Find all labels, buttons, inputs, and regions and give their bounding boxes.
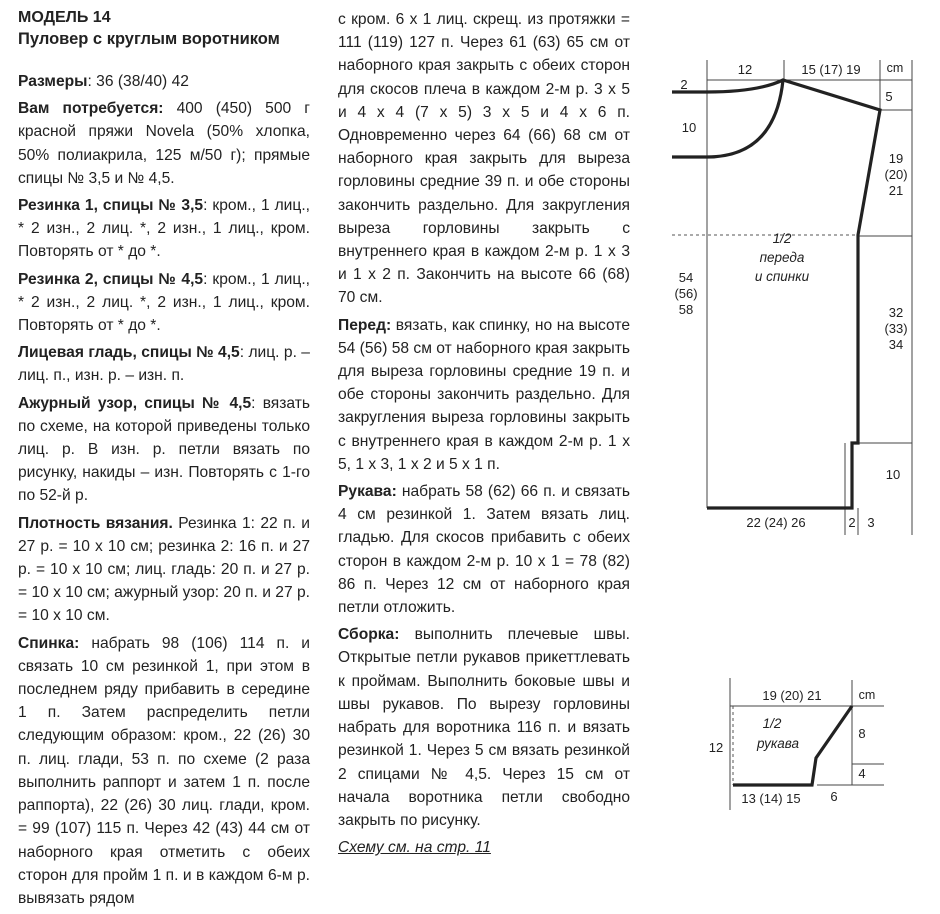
dim-ribbing-height: 10 [885, 467, 901, 482]
dim-armhole: 21 [888, 183, 904, 198]
dim-armhole: 19 [888, 151, 904, 166]
paragraph-text: набрать 98 (106) 114 п. и связать 10 см резинкой 1, при этом в последнем ряду прибавить в середине 1 п. Затем распределить петли следующим образом: кром., 22 (26) 30 п. лиц. глади, 53 п. по схеме (2 раза выполнить раппорт и затем 1 п. после раппорта), 22 (26) 30 лиц. глади, кром. = 99 (107) 115 п. Через 42 (43) 44 см от наборного края отметить с обеих сторон для пройм 1 п. и в каждом 6-м р. вывязать рядом [18, 634, 310, 907]
dim-armhole: (20) [884, 167, 908, 182]
dim-sleeve-top: 19 (20) 21 [762, 688, 822, 703]
piece-label: 1/2 [762, 716, 782, 731]
paragraph-heading: Сборка: [338, 626, 400, 644]
paragraph-heading: Ажурный узор, спицы № 4,5 [18, 394, 252, 412]
paragraph-text: : кром., 1 лиц., * 2 изн., 2 лиц. *, 2 изн., 1 лиц., кром. Повторять от * до *. [18, 270, 310, 335]
paragraph-text: выполнить плечевые швы. Открытые петли рукавов прикеттлевать к проймам. Выполнить боковые швы и швы рукавов. По вырезу горловины набрать для воротника 116 п. и вязать резинкой 1. Через 5 см вязать резинкой 2 спицами № 4,5. Через 15 см от начала воротника петли свободно закрыть по рисунку. [338, 626, 630, 829]
paragraph-text: вязать, как спинку, но на высоте 54 (56) 58 см от наборного края закрыть для выреза горловины средние 19 п. и обе стороны закончить раздельно. Для закругления выреза горловины закрыть с внутреннего края в каждом 2-м р. 1 х 5, 1 х 3, 1 х 2 и 5 х 1 п. [338, 316, 631, 473]
dim-half-width: 22 (24) 26 [746, 515, 806, 530]
dim-rib-step: 2 [848, 515, 856, 530]
dim-shoulder-width: 15 (17) 19 [801, 62, 861, 77]
dim-side-length: 32 [888, 305, 904, 320]
dim-sleeve-lower: 4 [858, 766, 866, 781]
unit-label: cm [886, 61, 904, 75]
model-number: МОДЕЛЬ 14 [18, 9, 111, 26]
dim-total-length: 58 [678, 302, 694, 317]
dim-side-length: (33) [884, 321, 908, 336]
paragraph-heading: Спинка: [18, 634, 80, 652]
dim-neck-width: 12 [737, 62, 753, 77]
dim-sleeve-upper: 8 [858, 726, 866, 741]
paragraph-text: : кром., 1 лиц., * 2 изн., 2 лиц. *, 2 изн., 1 лиц., кром. Повторять от * до *. [18, 197, 310, 261]
body-outline [672, 80, 880, 508]
dim-back-neck-depth: 2 [680, 77, 688, 92]
dim-side-length: 34 [888, 337, 904, 352]
dim-sleeve-height: 12 [708, 740, 724, 755]
dim-total-length: (56) [674, 286, 698, 301]
dim-total-length: 54 [678, 270, 694, 285]
piece-label: переда [759, 250, 805, 265]
paragraph-heading: Резинка 1, спицы № 3,5 [18, 197, 204, 215]
pattern-reference-link[interactable]: Схему см. на стр. 11 [338, 839, 491, 857]
paragraph-heading: Резинка 2, спицы № 4,5 [18, 270, 204, 288]
paragraph-heading: Вам потребуется: [18, 100, 164, 118]
paragraph-text: 400 (450) 500 г красной пряжи Novela (50% хлопка, 50% полиакрила, 125 м/50 г); прямые спицы № 3,5 и № 4,5. [18, 100, 310, 187]
paragraph-text: : 36 (38/40) 42 [87, 73, 189, 90]
paragraph-text: набрать 58 (62) 66 п. и связать 4 см резинкой 1. Затем вязать лиц. гладью. Для скосов прибавить с обеих сторон в каждом 2-м р. 10 х 1 = 78 (82) 86 п. Через 12 см от наборного края петли отложить. [338, 483, 630, 617]
dim-shoulder-drop: 5 [885, 89, 893, 104]
piece-label: и спинки [754, 269, 810, 284]
piece-label: рукава [757, 736, 799, 751]
paragraph-text: : лиц. р. – лиц. п., изн. р. – изн. п. [18, 344, 310, 385]
paragraph-text: Резинка 1: 22 п. и 27 р. = 10 х 10 см; резинка 2: 16 п. и 27 р. = 10 х 10 см; лиц. гладь: 20 п. и 27 р. = 10 х 10 см; ажурный узор: 20 п. и 27 р. = 10 х 10 см. [18, 514, 310, 625]
paragraph-heading: Лицевая гладь, спицы № 4,5 [18, 344, 240, 362]
paragraph-heading: Перед: [338, 316, 392, 334]
paragraph-text: с кром. 6 х 1 лиц. скрещ. из протяжки = 111 (119) 127 п. Через 61 (63) 65 см от наборного края закрыть с обеих сторон для скосов плеча в каждом 2-м р. 3 х 5 и 4 х 4 (7 х 5) 3 х 5 и 4 х 6 п. Одновременно через 64 (66) 68 см от наборного края закрыть для выреза горловины средние 39 п. и обе стороны закончить раздельно. Для закругления выреза горловины закрыть с внутреннего края в каждом 2-м р. 1 х 3 и 1 х 2 п. Закончить на высоте 66 (68) 70 см. [338, 11, 630, 307]
paragraph-text: : вязать по схеме, на которой приведены только лиц. р. В изн. р. петли вязать по рисунку, накиды – изн. Повторять с 1-го по 52-й р. [18, 394, 310, 505]
piece-label: 1/2 [772, 231, 792, 246]
dim-sleeve-increase: 6 [830, 789, 838, 804]
unit-label: cm [858, 688, 876, 702]
paragraph-heading: Рукава: [338, 483, 397, 501]
page-title: Пуловер с круглым воротником [18, 30, 280, 48]
paragraph-heading: Размеры [18, 73, 88, 90]
dim-front-neck-depth: 10 [681, 120, 697, 135]
paragraph-heading: Плотность вязания. [18, 514, 173, 532]
dim-sleeve-bottom: 13 (14) 15 [741, 791, 801, 806]
dim-rib-step: 3 [867, 515, 875, 530]
